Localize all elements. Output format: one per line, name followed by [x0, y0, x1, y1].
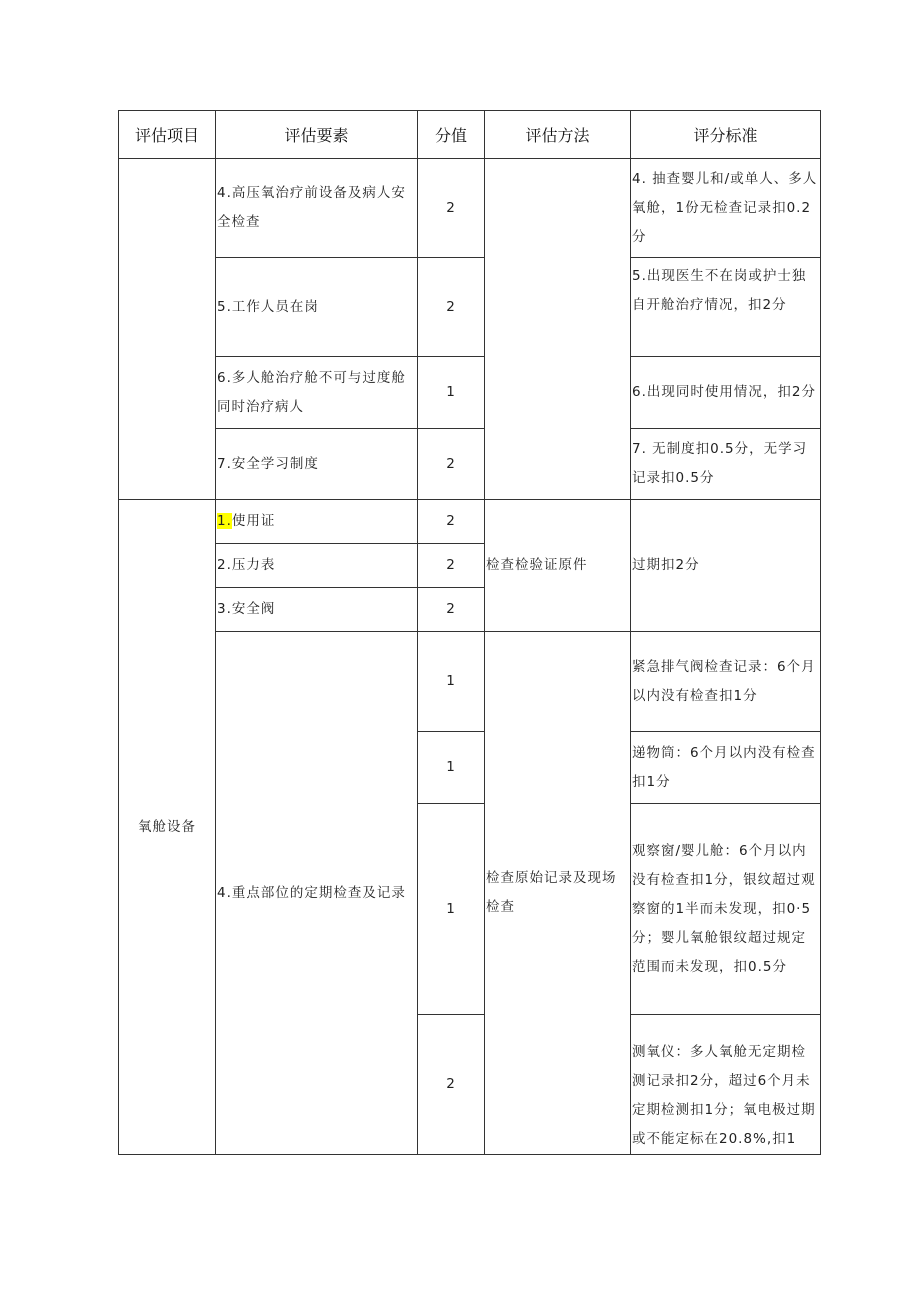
- score-cell: 2: [418, 588, 485, 632]
- score-cell: 2: [418, 258, 485, 357]
- header-standard: 评分标准: [631, 111, 821, 159]
- header-element: 评估要素: [216, 111, 418, 159]
- standard-cell: 6.出现同时使用情况，扣2分: [631, 357, 821, 429]
- element-cell: 6.多人舱治疗舱不可与过度舱同时治疗病人: [216, 357, 418, 429]
- assessment-table: [118, 110, 821, 1155]
- element-cell: [216, 500, 418, 544]
- element-label: 使用证: [231, 513, 276, 529]
- header-item: 评估项目: [119, 111, 216, 159]
- table-row: [119, 429, 821, 500]
- score-cell: 2: [418, 500, 485, 544]
- table-row: [119, 258, 821, 357]
- element-cell: 2.压力表: [216, 544, 418, 588]
- highlighted-number: 1.: [217, 513, 232, 529]
- element-cell: 4.重点部位的定期检查及记录: [216, 632, 418, 1155]
- standard-cell: 过期扣2分: [631, 500, 821, 632]
- item-cell: 氧舱设备: [119, 500, 216, 1155]
- standard-cell: 递物筒：6个月以内没有检查扣1分: [631, 732, 821, 804]
- standard-cell: 4. 抽查婴儿和/或单人、多人氧舱，1份无检查记录扣0.2分: [631, 159, 821, 258]
- standard-cell: 观察窗/婴儿舱：6个月以内没有检查扣1分，银纹超过观察窗的1半而未发现，扣0·5分；婴儿氧舱银纹超过规定范围而未发现，扣0.5分: [631, 804, 821, 1015]
- standard-cell: 7. 无制度扣0.5分，无学习记录扣0.5分: [631, 429, 821, 500]
- standard-cell: 紧急排气阀检查记录：6个月以内没有检查扣1分: [631, 632, 821, 732]
- table-row: [119, 632, 821, 732]
- score-cell: 1: [418, 804, 485, 1015]
- score-cell: 2: [418, 544, 485, 588]
- score-cell: 1: [418, 357, 485, 429]
- score-cell: 2: [418, 429, 485, 500]
- standard-cell: 测氧仪：多人氧舱无定期检测记录扣2分，超过6个月未定期检测扣1分；氧电极过期或不能定标在20.8%,扣1: [631, 1015, 821, 1155]
- table-row: [119, 357, 821, 429]
- standard-cell: 5.出现医生不在岗或护士独自开舱治疗情况，扣2分: [631, 258, 821, 357]
- score-cell: 1: [418, 632, 485, 732]
- table-row: [119, 500, 821, 544]
- element-cell: 7.安全学习制度: [216, 429, 418, 500]
- score-cell: 2: [418, 1015, 485, 1155]
- method-cell-empty: [485, 159, 631, 500]
- header-method: 评估方法: [485, 111, 631, 159]
- element-cell: 3.安全阀: [216, 588, 418, 632]
- element-cell: 5.工作人员在岗: [216, 258, 418, 357]
- table-row: [119, 159, 821, 258]
- element-cell: 4.高压氧治疗前设备及病人安全检查: [216, 159, 418, 258]
- header-row: [119, 111, 821, 159]
- method-cell: 检查原始记录及现场检查: [485, 632, 631, 1155]
- header-score: 分值: [418, 111, 485, 159]
- item-cell-empty: [119, 159, 216, 500]
- method-cell: 检查检验证原件: [485, 500, 631, 632]
- score-cell: 1: [418, 732, 485, 804]
- score-cell: 2: [418, 159, 485, 258]
